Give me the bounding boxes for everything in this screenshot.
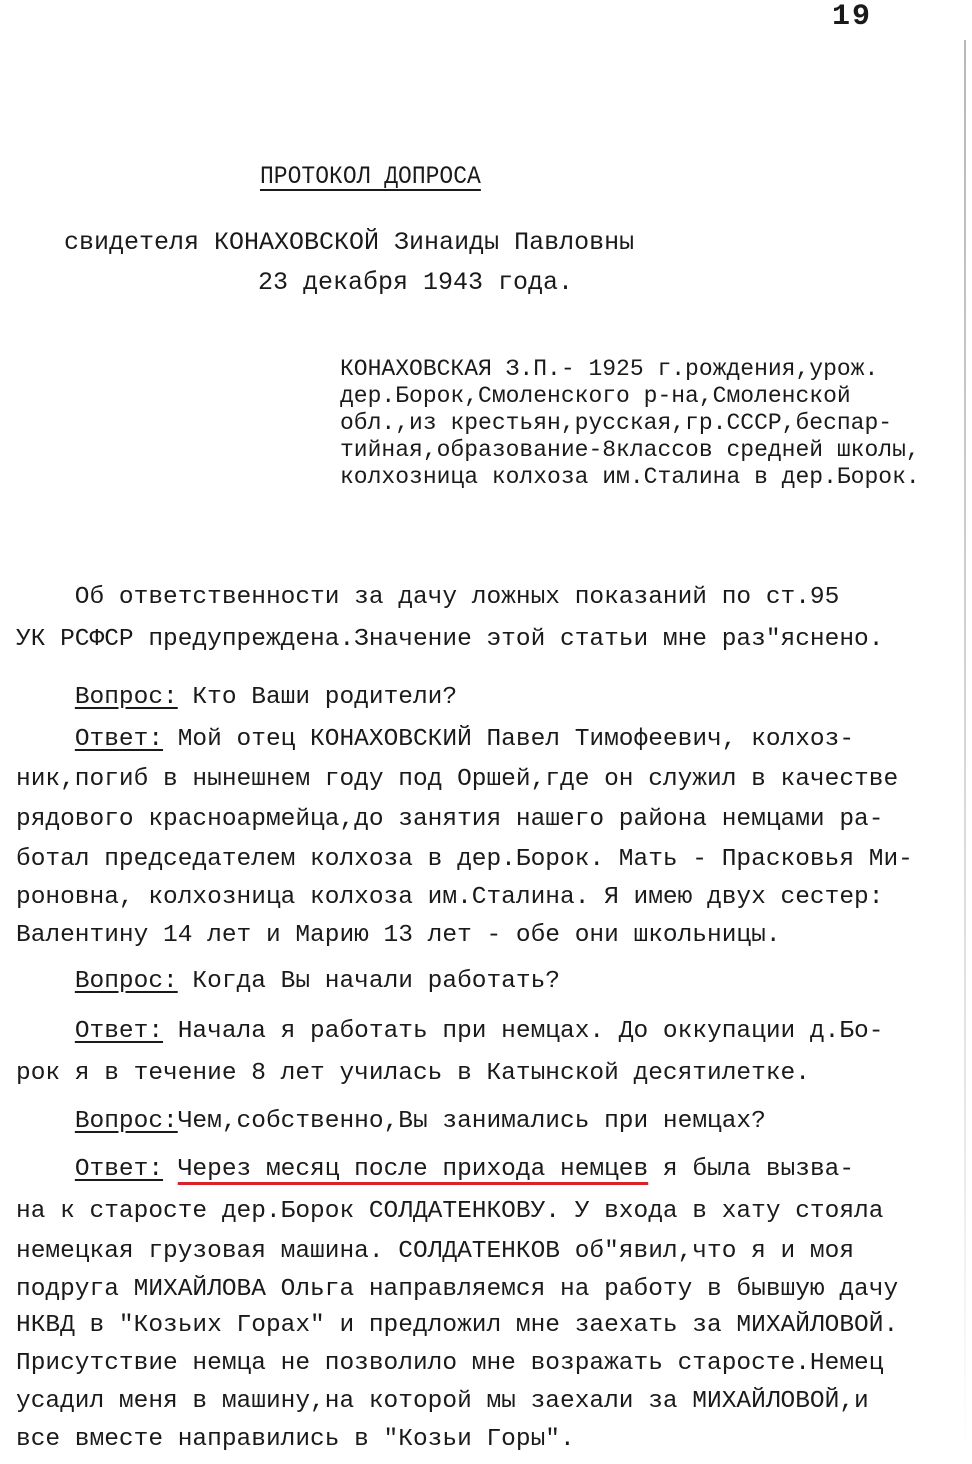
answer-2-line: [16, 1018, 883, 1045]
answer-label: Ответ:: [74, 1156, 164, 1183]
answer-text: Начала я работать при немцах. До оккупации д.Бо-: [163, 1018, 884, 1045]
question-label: Вопрос:: [74, 1108, 178, 1135]
answer-label: Ответ:: [74, 1018, 164, 1045]
document-date: 23 декабря 1943 года.: [258, 268, 574, 297]
answer-3-line: усадил меня в машину,на которой мы заехали за МИХАЙЛОВОЙ,и: [16, 1388, 869, 1415]
answer-3-line: немецкая грузовая машина. СОЛДАТЕНКОВ об"явил,что я и моя: [16, 1238, 855, 1265]
answer-1-line: ботал председателем колхоза в дер.Борок. Мать - Прасковья Ми-: [16, 846, 913, 873]
highlighted-phrase: Через месяц после прихода немцев: [177, 1156, 649, 1183]
question-text: Кто Ваши родители?: [177, 684, 458, 711]
answer-3-line: НКВД в "Козьих Горах" и предложил мне заехать за МИХАЙЛОВОЙ.: [16, 1312, 899, 1339]
answer-1-line: рядового красноармейца,до занятия нашего района немцами ра-: [16, 806, 884, 833]
bio-line: тийная,образование-8классов средней школы,: [340, 437, 920, 463]
question-1: [16, 684, 457, 711]
question-2: [16, 968, 560, 995]
answer-3-line: Присутствие немца не позволило мне возражать старосте.Немец: [16, 1350, 884, 1377]
answer-1-line: ник,погиб в нынешнем году под Оршей,где он служил в качестве: [16, 766, 899, 793]
bio-line: КОНАХОВСКАЯ З.П.- 1925 г.рождения,урож.: [340, 356, 879, 382]
answer-2-line: рок я в течение 8 лет училась в Катынской десятилетке.: [16, 1060, 810, 1087]
answer-1-line: роновна, колхозница колхоза им.Сталина. Я имею двух сестер:: [16, 884, 884, 911]
page-edge-shadow: [964, 0, 966, 1464]
answer-3-line: [16, 1156, 854, 1183]
bio-line: дер.Борок,Смоленского р-на,Смоленской: [340, 383, 851, 409]
warning-line: Об ответственности за дачу ложных показаний по ст.95: [16, 584, 840, 611]
document-title: ПРОТОКОЛ ДОПРОСА: [260, 162, 481, 191]
answer-1-line: Валентину 14 лет и Марию 13 лет - обе они школьницы.: [16, 922, 781, 949]
document-subtitle: свидетеля КОНАХОВСКОЙ Зинаиды Павловны: [64, 228, 635, 257]
answer-3-line: подруга МИХАЙЛОВА Ольга направляемся на работу в бывшую дачу: [16, 1276, 899, 1303]
warning-line: УК РСФСР предупреждена.Значение этой статьи мне раз"яснено.: [16, 626, 884, 653]
witness-bio: [340, 356, 965, 491]
question-label: Вопрос:: [74, 684, 178, 711]
answer-1-line: [16, 726, 854, 753]
answer-3-line: на к старосте дер.Борок СОЛДАТЕНКОВУ. У входа в хату стояла: [16, 1198, 884, 1225]
answer-text: Мой отец КОНАХОВСКИЙ Павел Тимофеевич, колхоз-: [163, 726, 855, 753]
question-3: [16, 1108, 766, 1135]
page-number: 19: [832, 0, 873, 34]
answer-text: я была вызва-: [648, 1156, 855, 1183]
bio-line: колхозница колхоза им.Сталина в дер.Борок.: [340, 464, 920, 490]
bio-line: обл.,из крестьян,русская,гр.СССР,беспар-: [340, 410, 893, 436]
answer-label: Ответ:: [74, 726, 164, 753]
question-label: Вопрос:: [74, 968, 178, 995]
question-text: Когда Вы начали работать?: [177, 968, 560, 995]
answer-3-line: все вместе направились в "Козьи Горы".: [16, 1426, 575, 1453]
question-text: Чем,собственно,Вы занимались при немцах?: [177, 1108, 766, 1135]
